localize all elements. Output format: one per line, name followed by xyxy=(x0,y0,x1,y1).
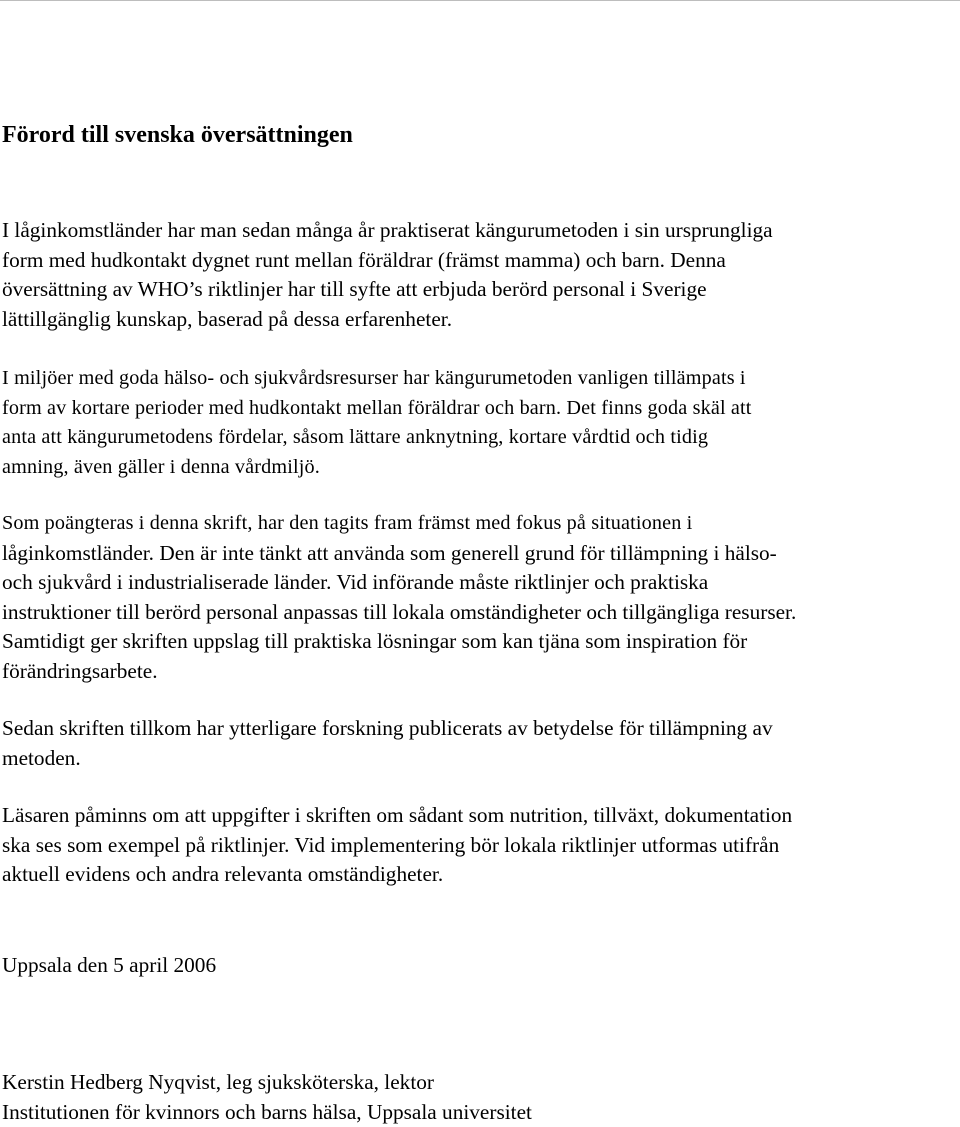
date-line xyxy=(2,951,958,981)
paragraph-line: förändringsarbete. xyxy=(2,658,158,683)
paragraph-intro xyxy=(2,216,958,334)
paragraph-line: Samtidigt ger skriften uppslag till praktiska lösningar som kan tjäna som inspiration för xyxy=(2,629,748,654)
page-title: Förord till svenska översättningen xyxy=(2,122,353,148)
paragraph-line: aktuell evidens och andra relevanta omständigheter. xyxy=(2,862,444,887)
paragraph-line: Läsaren påminns om att uppgifter i skriften om sådant som nutrition, tillväxt, dokumentation xyxy=(2,803,793,827)
paragraph-line: Som poängteras i denna skrift, har den tagits fram främst med fokus på situationen i xyxy=(2,512,693,534)
paragraph-line: instruktioner till berörd personal anpassas till lokala omständigheter och tillgängliga resurser. xyxy=(2,599,797,624)
signature-institution: Institutionen för kvinnors och barns hälsa, Uppsala universitet xyxy=(2,1099,532,1124)
paragraph-line: ska ses som exempel på riktlinjer. Vid implementering bör lokala riktlinjer utformas utifrån xyxy=(2,832,780,857)
top-border-rule xyxy=(0,0,960,1)
paragraph-line: översättning av WHO’s riktlinjer har till syfte att erbjuda berörd personal i Sverige xyxy=(2,277,707,302)
paragraph-line: form med hudkontakt dygnet runt mellan föräldrar (främst mamma) och barn. Denna xyxy=(2,247,726,272)
paragraph-line: och sjukvård i industrialiserade länder. Vid införande måste riktlinjer och praktiska xyxy=(2,570,709,595)
paragraph-line: I låginkomstländer har man sedan många år praktiserat kängurumetoden i sin ursprungliga xyxy=(2,218,773,242)
paragraph-line: amning, även gäller i denna vårdmiljö. xyxy=(2,455,320,478)
paragraph-line: form av kortare perioder med hudkontakt mellan föräldrar och barn. Det finns goda skäl att xyxy=(2,396,752,419)
date-text: Uppsala den 5 april 2006 xyxy=(2,953,217,977)
paragraph-healthcare-resources xyxy=(2,364,958,482)
signature-block xyxy=(2,1068,958,1127)
paragraph-line: I miljöer med goda hälso- och sjukvårdsresurser har kängurumetoden vanligen tillämpats i xyxy=(2,367,746,389)
paragraph-reader-note xyxy=(2,801,958,890)
paragraph-line: anta att kängurumetodens fördelar, såsom lättare anknytning, kortare vårdtid och tidig xyxy=(2,426,709,449)
paragraph-line: metoden. xyxy=(2,745,81,770)
paragraph-line: lättillgänglig kunskap, baserad på dessa erfarenheter. xyxy=(2,306,453,331)
signature-name: Kerstin Hedberg Nyqvist, leg sjuksköterska, lektor xyxy=(2,1070,434,1094)
paragraph-new-research xyxy=(2,714,958,773)
paragraph-line: låginkomstländer. Den är inte tänkt att använda som generell grund för tillämpning i hälso- xyxy=(2,540,777,565)
paragraph-line: Sedan skriften tillkom har ytterligare forskning publicerats av betydelse för tillämpning av xyxy=(2,716,773,740)
paragraph-low-income-focus xyxy=(2,509,958,687)
